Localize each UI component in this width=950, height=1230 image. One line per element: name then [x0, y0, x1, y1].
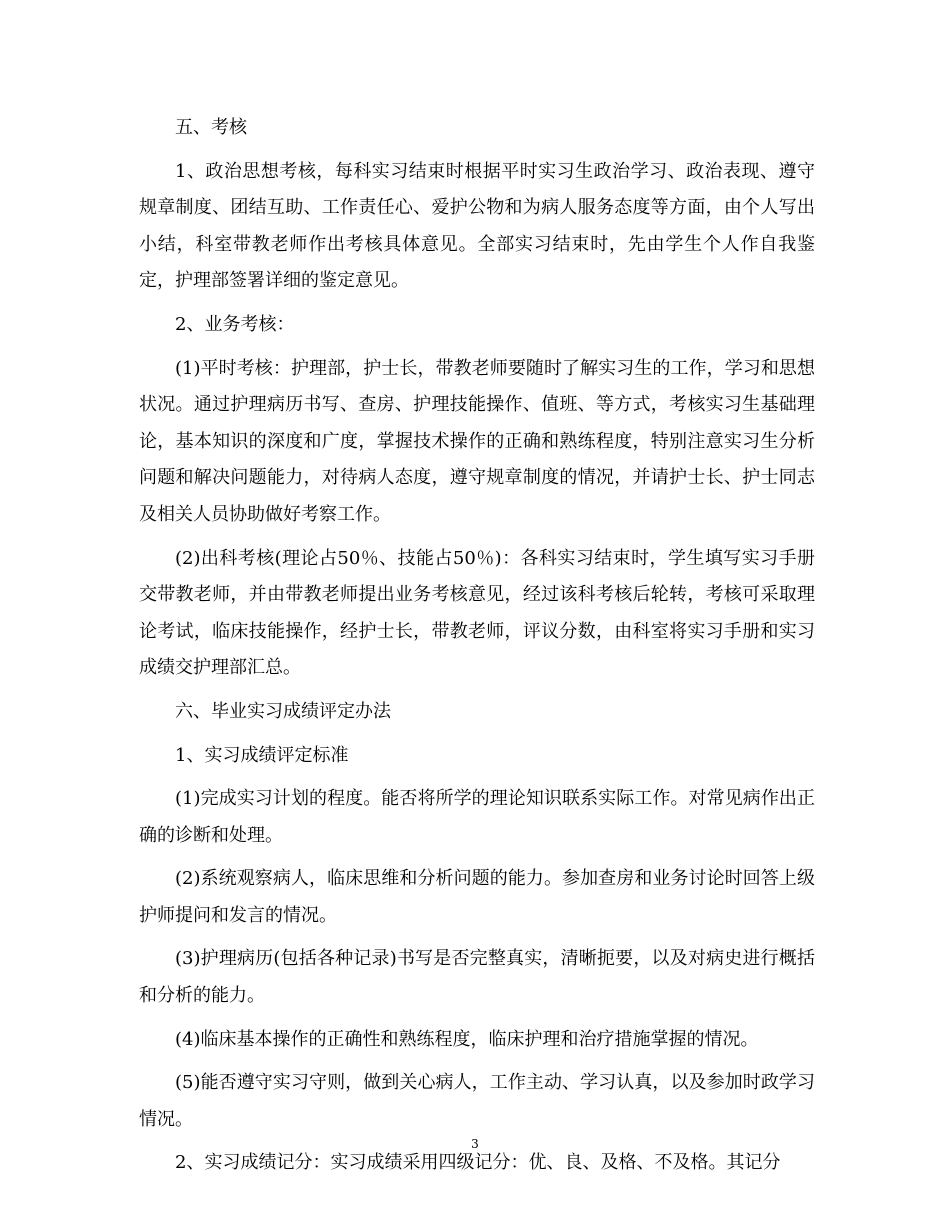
paragraph-political-assessment: 1、政治思想考核，每科实习结束时根据平时实习生政治学习、政治表现、遵守规章制度、团结互助、工作责任心、爱护公物和为病人服务态度等方面，由个人写出小结，科室带教老师作出考核具体意见。全部实习结束时，先由学生个人作自我鉴定，护理部签署详细的鉴定意见。 — [139, 160, 815, 292]
paragraph-criterion-5: (5)能否遵守实习守则，做到关心病人，工作主动、学习认真，以及参加时政学习情况。 — [139, 1072, 815, 1130]
paragraph-criterion-4: (4)临床基本操作的正确性和熟练程度，临床护理和治疗措施掌握的情况。 — [175, 1028, 759, 1050]
paragraph-criterion-1: (1)完成实习计划的程度。能否将所学的理论知识联系实际工作。对常见病作出正确的诊断和处理。 — [139, 788, 815, 846]
page-body — [139, 110, 815, 1189]
section-heading-grading-method: 六、毕业实习成绩评定办法 — [175, 700, 391, 722]
page-number: 3 — [471, 1137, 479, 1151]
paragraph-routine-assessment: (1)平时考核：护理部，护士长，带教老师要随时了解实习生的工作，学习和思想状况。通过护理病历书写、查房、护理技能操作、值班、等方式，考核实习生基础理论，基本知识的深度和广度，掌握技术操作的正确和熟练程度，特别注意实习生分析问题和解决问题能力，对待病人态度，遵守规章制度的情况，并请护士长、护士同志及相关人员协助做好考察工作。 — [139, 357, 815, 525]
paragraph-criterion-3: (3)护理病历(包括各种记录)书写是否完整真实，清晰扼要，以及对病史进行概括和分析的能力。 — [139, 948, 815, 1007]
paragraph-business-assessment: 2、业务考核： — [175, 313, 295, 335]
paragraph-criterion-2: (2)系统观察病人，临床思维和分析问题的能力。参加查房和业务讨论时回答上级护师提问和发言的情况。 — [139, 868, 815, 926]
section-heading-assessment: 五、考核 — [175, 117, 247, 138]
paragraph-department-exit-assessment: (2)出科考核(理论占50％、技能占50％)：各科实习结束时，学生填写实习手册交带教老师，并由带教老师提出业务考核意见，经过该科考核后轮转，考核可采取理论考试，临床技能操作，经护士长，带教老师，评议分数，由科室将实习手册和实习成绩交护理部汇总。 — [139, 547, 815, 679]
paragraph-grading-criteria: 1、实习成绩评定标准 — [175, 744, 349, 766]
paragraph-grade-scoring: 2、实习成绩记分：实习成绩采用四级记分：优、良、及格、不及格。其记分 — [175, 1152, 781, 1174]
